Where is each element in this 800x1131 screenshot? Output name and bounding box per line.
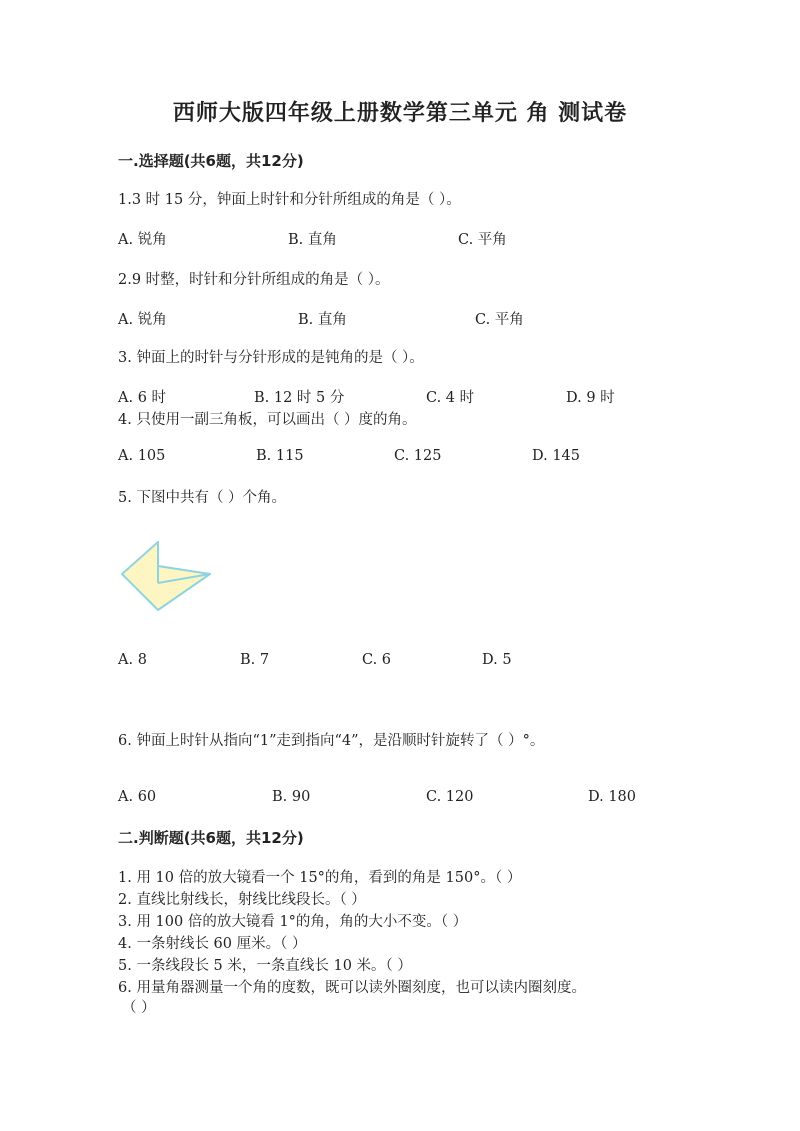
question-5-stem: 5. 下图中共有（ ）个角。 [118,490,287,506]
arrow-angles-figure-icon [118,538,218,618]
question-1-stem: 1.3 时 15 分，钟面上时针和分针所组成的角是（ ）。 [118,192,461,208]
question-6-option-a: A. 60 [118,789,157,805]
question-4-option-a: A. 105 [118,448,166,464]
question-4-option-d: D. 145 [532,448,581,464]
judgment-item-4: 4. 一条射线长 60 厘米。（ ） [118,936,307,952]
question-1-option-a: A. 锐角 [118,232,167,248]
question-4-option-c: C. 125 [394,448,442,464]
question-6-stem: 6. 钟面上时针从指向“1”走到指向“4”，是沿顺时针旋转了（ ）°。 [118,733,545,749]
section-heading-choice: 一.选择题(共6题，共12分) [118,152,304,170]
question-4-option-b: B. 115 [256,448,304,464]
question-3-option-b: B. 12 时 5 分 [254,390,345,406]
judgment-item-6-blank: （ ） [122,1000,156,1016]
question-3-option-c: C. 4 时 [426,390,475,406]
question-6-option-d: D. 180 [588,789,637,805]
question-2-option-a: A. 锐角 [118,312,167,328]
question-4-stem: 4. 只使用一副三角板，可以画出（ ）度的角。 [118,412,417,428]
question-2-option-b: B. 直角 [298,312,347,328]
question-3-stem: 3. 钟面上的时针与分针形成的是钝角的是（ ）。 [118,350,424,366]
question-5-option-d: D. 5 [482,652,512,668]
question-1-option-c: C. 平角 [458,232,507,248]
question-1-option-b: B. 直角 [288,232,337,248]
page-title: 西师大版四年级上册数学第三单元 角 测试卷 [172,101,628,126]
judgment-item-3: 3. 用 100 倍的放大镜看 1°的角，角的大小不变。（ ） [118,914,468,930]
judgment-item-6: 6. 用量角器测量一个角的度数，既可以读外圈刻度，也可以读内圈刻度。 [118,980,586,996]
judgment-item-1: 1. 用 10 倍的放大镜看一个 15°的角，看到的角是 150°。（ ） [118,870,522,886]
section-heading-judgment: 二.判断题(共6题，共12分) [118,829,304,847]
question-6-option-b: B. 90 [272,789,311,805]
question-5-option-b: B. 7 [240,652,270,668]
question-5-option-c: C. 6 [362,652,392,668]
question-2-stem: 2.9 时整，时针和分针所组成的角是（ ）。 [118,272,390,288]
question-3-option-a: A. 6 时 [118,390,167,406]
question-3-option-d: D. 9 时 [566,390,615,406]
question-2-option-c: C. 平角 [475,312,524,328]
question-5-option-a: A. 8 [118,652,147,668]
judgment-item-5: 5. 一条线段长 5 米，一条直线长 10 米。（ ） [118,958,412,974]
question-6-option-c: C. 120 [426,789,474,805]
judgment-item-2: 2. 直线比射线长，射线比线段长。（ ） [118,892,366,908]
